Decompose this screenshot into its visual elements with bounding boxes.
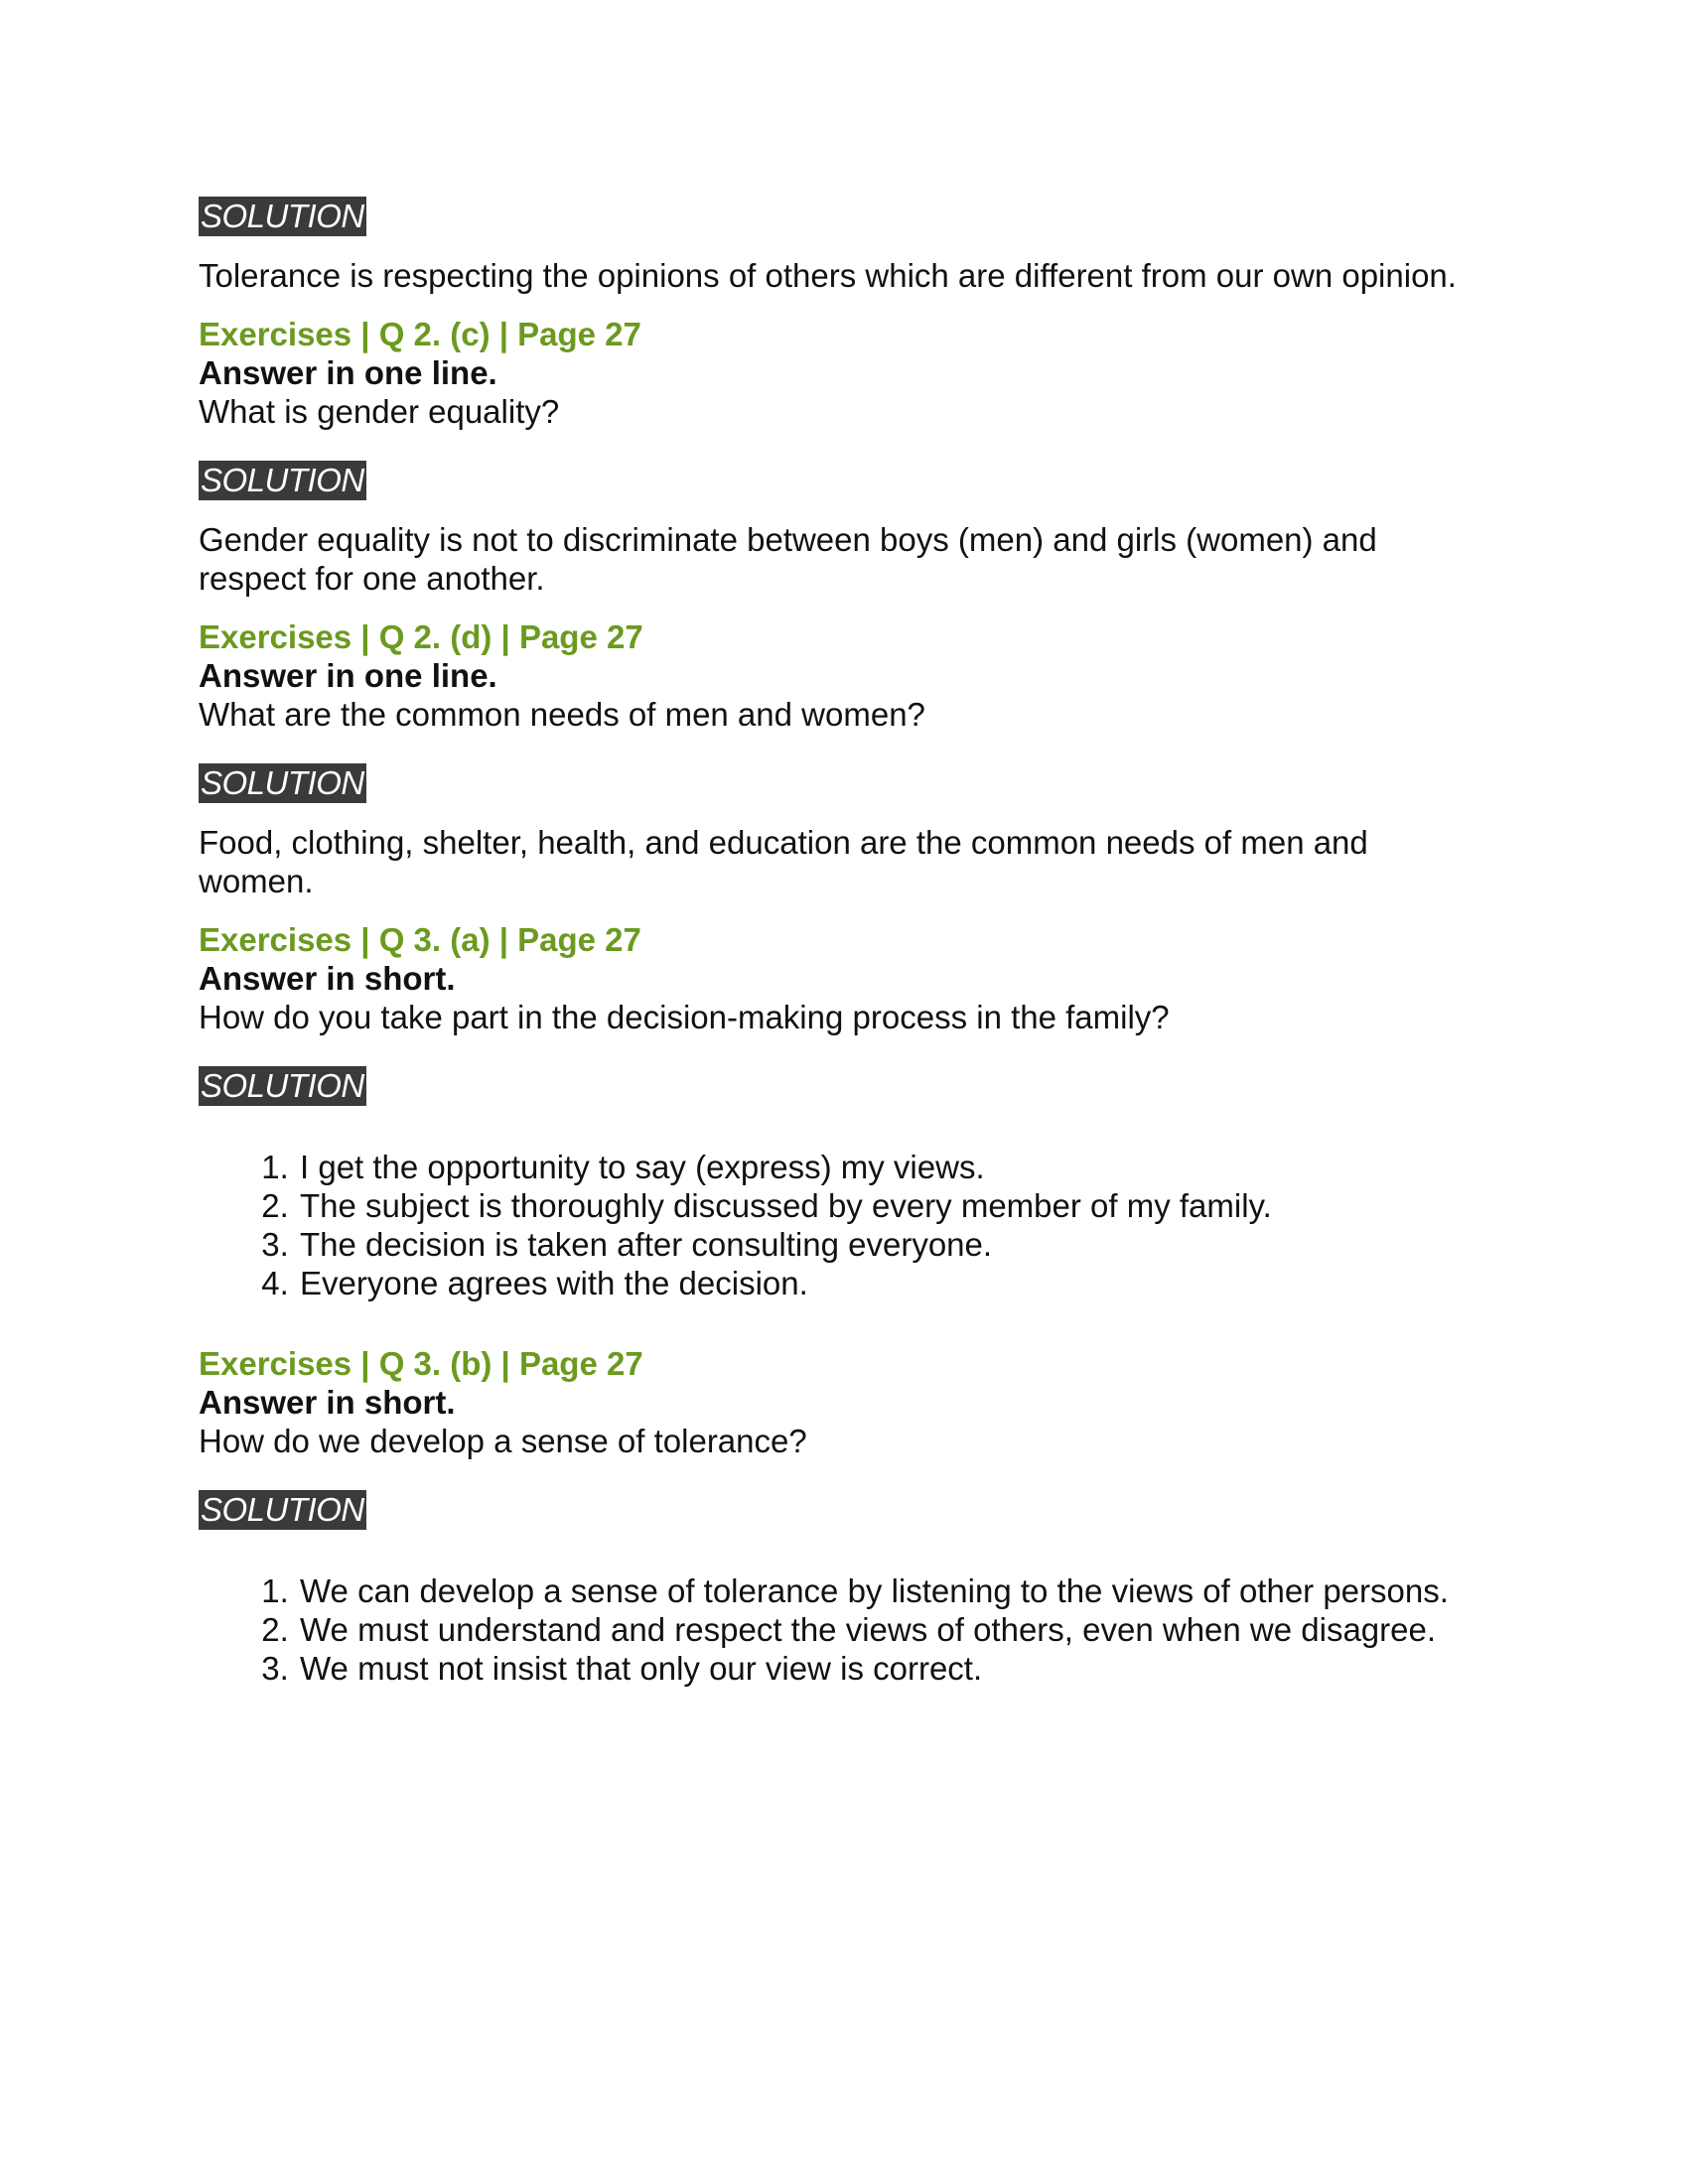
list-item: 3. The decision is taken after consulting everyone.: [298, 1225, 1489, 1264]
list-item: 1. We can develop a sense of tolerance by listening to the views of other persons.: [298, 1571, 1489, 1610]
answer-text: Tolerance is respecting the opinions of others which are different from our own opinion.: [199, 257, 1457, 294]
answer-list: [199, 1571, 1489, 1688]
question-heading: Exercises | Q 2. (c) | Page 27: [199, 316, 641, 352]
list-item: 1. I get the opportunity to say (express) my views.: [298, 1148, 1489, 1186]
answer-list: [199, 1148, 1489, 1302]
solution-badge: SOLUTION: [201, 1067, 364, 1104]
answer-line: Gender equality is not to discriminate between boys (men) and girls (women) and: [199, 521, 1377, 558]
solution-badge: SOLUTION: [201, 764, 364, 801]
question-text: What are the common needs of men and women?: [199, 696, 925, 733]
instruction-label: Answer in short.: [199, 1384, 456, 1421]
solution-badge: SOLUTION: [201, 1491, 364, 1528]
list-item: 2. We must understand and respect the views of others, even when we disagree.: [298, 1610, 1489, 1649]
solution-badge: SOLUTION: [201, 462, 364, 498]
question-text: How do you take part in the decision-making process in the family?: [199, 999, 1170, 1035]
question-heading: Exercises | Q 3. (b) | Page 27: [199, 1345, 643, 1382]
question-heading: Exercises | Q 2. (d) | Page 27: [199, 618, 643, 655]
instruction-label: Answer in one line.: [199, 354, 497, 391]
instruction-label: Answer in one line.: [199, 657, 497, 694]
answer-line: Food, clothing, shelter, health, and education are the common needs of men and: [199, 824, 1368, 861]
document-page: [199, 197, 1489, 1688]
list-item: 2. The subject is thoroughly discussed by every member of my family.: [298, 1186, 1489, 1225]
answer-line: respect for one another.: [199, 560, 545, 597]
question-text: How do we develop a sense of tolerance?: [199, 1423, 807, 1459]
list-item: 3. We must not insist that only our view is correct.: [298, 1649, 1489, 1688]
question-heading: Exercises | Q 3. (a) | Page 27: [199, 921, 641, 958]
list-item: 4. Everyone agrees with the decision.: [298, 1264, 1489, 1302]
solution-badge: SOLUTION: [201, 198, 364, 234]
instruction-label: Answer in short.: [199, 960, 456, 997]
question-text: What is gender equality?: [199, 393, 560, 430]
answer-line: women.: [199, 863, 314, 899]
